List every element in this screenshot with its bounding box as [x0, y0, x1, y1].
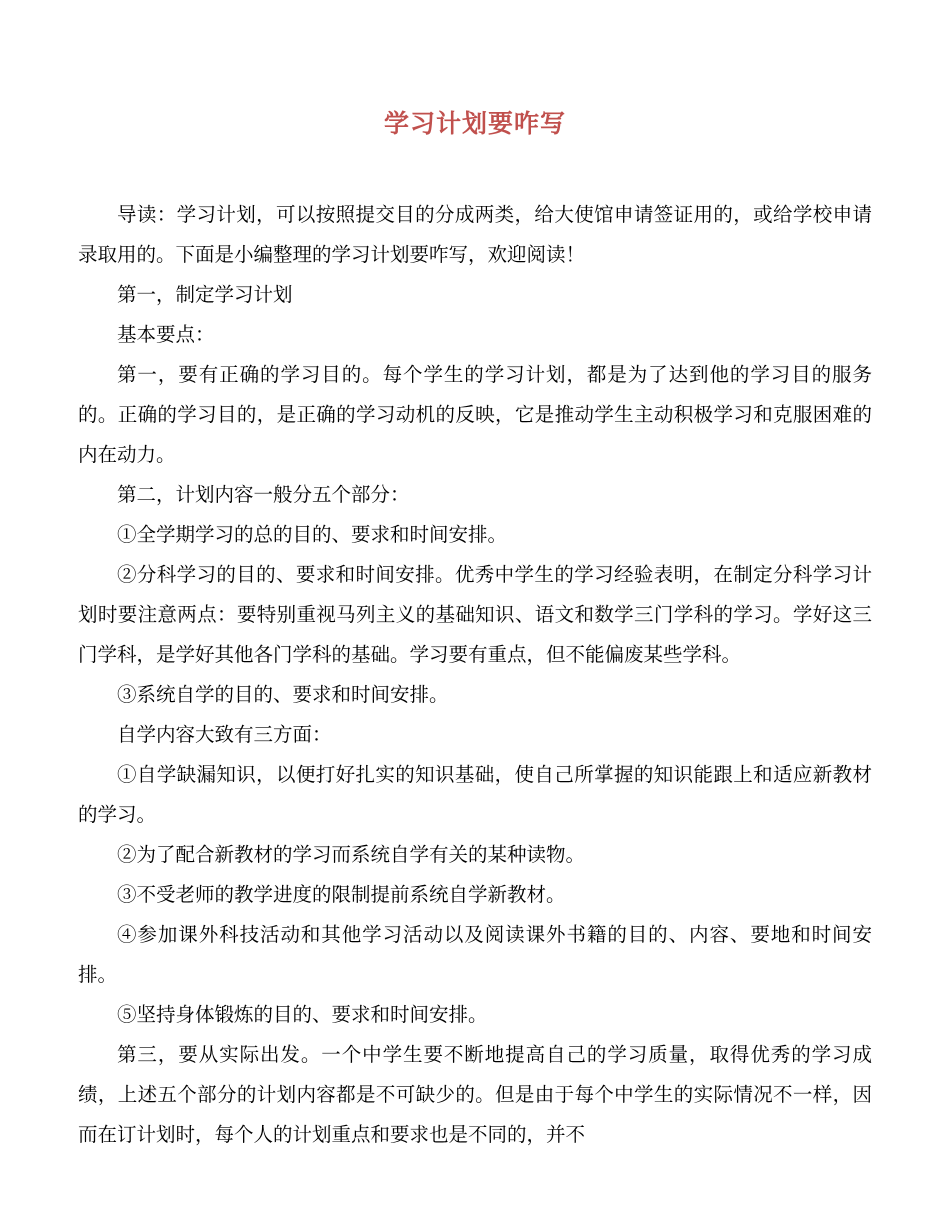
paragraph-intro: 导读：学习计划，可以按照提交目的分成两类，给大使馆申请签证用的，或给学校申请录取用的。下面是小编整理的学习计划要咋写，欢迎阅读！ — [78, 205, 872, 266]
paragraph-item-1: ①全学期学习的总的目的、要求和时间安排。 — [117, 525, 508, 546]
paragraph-item-4: ④参加课外科技活动和其他学习活动以及阅读课外书籍的目的、内容、要地和时间安排。 — [78, 925, 872, 986]
paragraph-section-first: 第一，制定学习计划 — [117, 285, 293, 306]
paragraph-selfstudy-3: ③不受老师的教学进度的限制提前系统自学新教材。 — [117, 885, 566, 906]
paragraph-item-3: ③系统自学的目的、要求和时间安排。 — [117, 685, 449, 706]
paragraph-selfstudy-1: ①自学缺漏知识，以便打好扎实的知识基础，使自己所掌握的知识能跟上和适应新教材的学习。 — [78, 765, 872, 826]
paragraph-selfstudy-2: ②为了配合新教材的学习而系统自学有关的某种读物。 — [117, 845, 586, 866]
paragraph-selfstudy-intro: 自学内容大致有三方面： — [117, 725, 332, 746]
paragraph-point-3: 第三，要从实际出发。一个中学生要不断地提高自己的学习质量，取得优秀的学习成绩，上述五个部分的计划内容都是不可缺少的。但是由于每个中学生的实际情况不一样，因而在订计划时，每个人的计划重点和要求也是不同的，并不 — [78, 1045, 872, 1146]
paragraph-item-2: ②分科学习的目的、要求和时间安排。优秀中学生的学习经验表明，在制定分科学习计划时要注意两点：要特别重视马列主义的基础知识、语文和数学三门学科的学习。学好这三门学科，是学好其他各门学科的基础。学习要有重点，但不能偏废某些学科。 — [78, 565, 872, 666]
paragraph-item-5: ⑤坚持身体锻炼的目的、要求和时间安排。 — [117, 1005, 488, 1026]
document-body — [78, 196, 872, 1156]
paragraph-basic-points: 基本要点： — [117, 325, 215, 346]
page-title: 学习计划要咋写 — [383, 110, 566, 138]
paragraph-point-1: 第一，要有正确的学习目的。每个学生的学习计划，都是为了达到他的学习目的服务的。正确的学习目的，是正确的学习动机的反映，它是推动学生主动积极学习和克服困难的内在动力。 — [78, 365, 872, 466]
paragraph-point-2: 第二，计划内容一般分五个部分： — [117, 485, 410, 506]
